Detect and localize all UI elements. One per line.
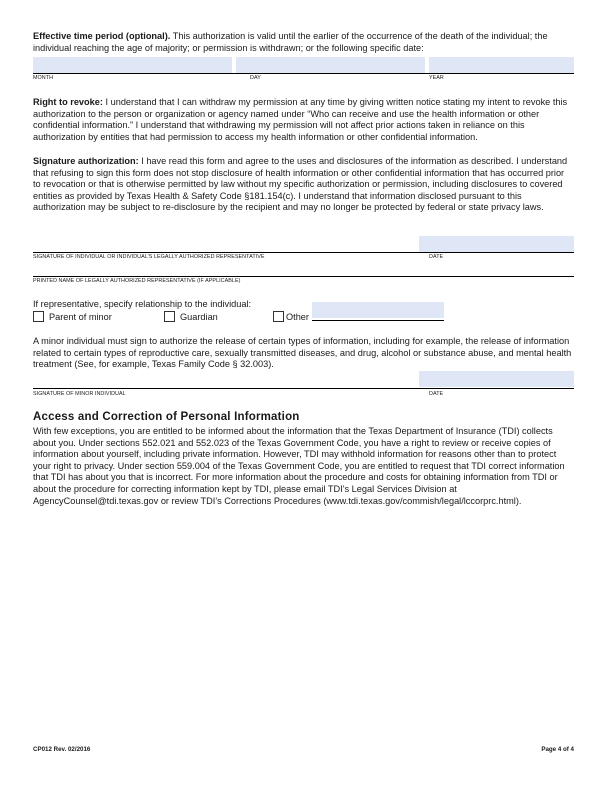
minor-signature-field[interactable] [33,371,415,387]
other-label: Other [286,312,309,322]
parent-of-minor-label: Parent of minor [49,312,112,322]
signature-date-caption: DATE [429,254,444,260]
signature-date-field[interactable] [419,236,574,252]
revoke-label: Right to revoke: [33,97,103,107]
minor-date-field[interactable] [419,371,574,387]
day-field[interactable] [236,57,425,73]
option-guardian[interactable] [164,311,218,323]
option-parent-of-minor[interactable] [33,311,112,323]
printed-name-line [33,276,574,277]
minor-signature-line [33,388,574,389]
form-page [33,0,574,788]
guardian-label: Guardian [180,312,218,322]
signature-authorization-section [33,156,574,214]
form-id: CP012 Rev. 02/2016 [33,746,91,753]
date-line [33,73,574,74]
month-field[interactable] [33,57,232,73]
effective-period-paragraph [33,31,574,54]
revoke-text: I understand that I can withdraw my permission at any time by giving written notice stating my intent to revoke this authorization to the person or organization or agency named under “Who can receive and use the health information or other confidential information.” I understand that withdrawing my permission will not affect prior actions taken in reliance on this authorization by entities that had permission to access my health information or other confidential information. [33,97,568,142]
minor-date-caption: DATE [429,391,444,397]
effective-period-section [33,31,574,54]
individual-signature-caption: SIGNATURE OF INDIVIDUAL OR INDIVIDUAL’S LEGALLY AUTHORIZED REPRESENTATIVE [33,254,265,260]
access-paragraph: With few exceptions, you are entitled to be informed about the information that the Texas Department of Insurance (TDI) collects about you. Under sections 552.021 and 552.023 of the Texas Government Code, you have a right to review or receive copies of information about yourself, including private information. However, TDI may withhold information for reasons other than to protect your right to privacy. Under section 559.004 of the Texas Government Code, you are entitled to request that TDI correct information that TDI has about you that is incorrect. For more information about the procedure and costs for obtaining information from TDI or about the procedure for correcting information kept by TDI, please email TDI’s Legal Services Division at AgencyCounsel@tdi.texas.gov or review TDI’s Corrections Procedures (www.tdi.texas.gov/commish/legal/lccorprc.html). [33,426,565,506]
minor-paragraph: A minor individual must sign to authorize the release of certain types of information, including for example, the release of information related to certain types of reproductive care, sexually transmitted diseases, and drug, alcohol or substance abuse, and mental health treatment (See, for example, Texas Family Code § 32.003). [33,336,572,370]
printed-name-caption: PRINTED NAME OF LEGALLY AUTHORIZED REPRESENTATIVE (IF APPLICABLE) [33,278,241,284]
relationship-options [33,311,574,323]
signature-line [33,252,574,253]
signature-authorization-label: Signature authorization: [33,156,139,166]
revoke-paragraph [33,97,574,143]
year-field[interactable] [429,57,574,73]
relationship-other-line [312,320,444,321]
revoke-section [33,97,574,143]
option-other[interactable] [273,311,309,323]
year-caption: YEAR [429,75,444,81]
access-section [33,426,574,507]
day-caption: DAY [250,75,261,81]
guardian-checkbox[interactable] [164,311,175,322]
effective-period-label: Effective time period (optional). [33,31,171,41]
signature-authorization-text: I have read this form and agree to the uses and disclosures of the information as described. I understand that refusing to sign this form does not stop disclosure of health information or other confidential information that has occurred prior to revocation or that is otherwise permitted by law without my specific authorization or permission, including disclosures to covered entities as provided by Texas Health & Safety Code §181.154(c). I understand that information disclosed pursuant to this authorization may be subject to re-disclosure by the recipient and may no longer be protected by federal or state privacy laws. [33,156,568,213]
access-heading: Access and Correction of Personal Information [33,411,300,423]
signature-authorization-paragraph [33,156,574,214]
minor-signature-caption: SIGNATURE OF MINOR INDIVIDUAL [33,391,126,397]
page-number: Page 4 of 4 [541,746,574,753]
printed-name-field[interactable] [33,260,574,276]
other-checkbox[interactable] [273,311,284,322]
individual-signature-field[interactable] [33,236,415,252]
representative-prompt: If representative, specify relationship to the individual: [33,299,252,309]
minor-section [33,336,574,371]
effective-period-text: This authorization is valid until the earlier of the occurrence of the death of the individual; the individual reaching the age of majority; or permission is withdrawn; or the following specific date: [33,31,548,53]
month-caption: MONTH [33,75,54,81]
parent-of-minor-checkbox[interactable] [33,311,44,322]
